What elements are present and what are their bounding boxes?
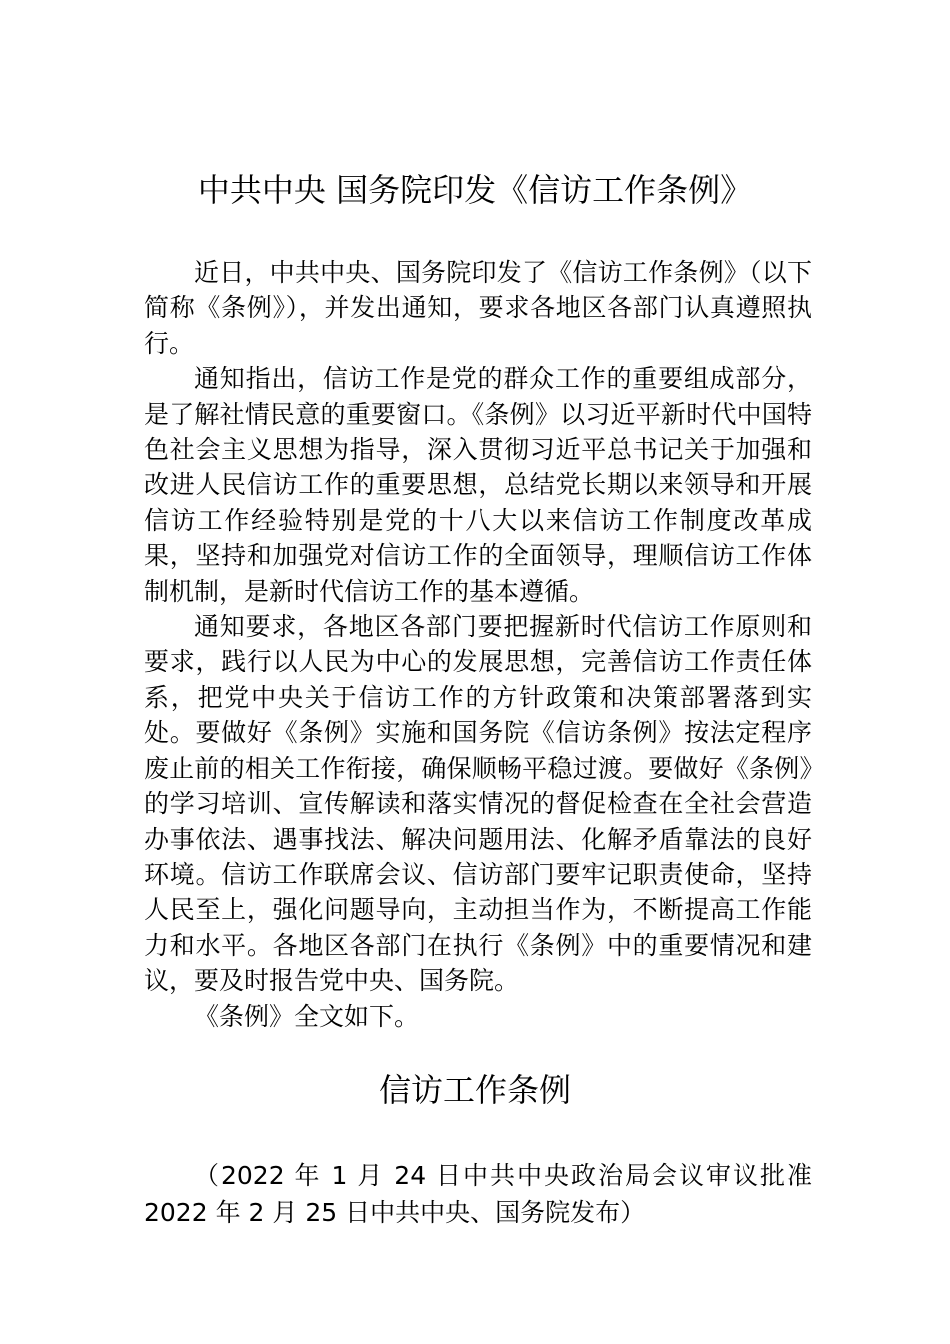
regulation-title: 信访工作条例 <box>378 1071 571 1109</box>
document-body <box>144 255 812 1034</box>
approval-note: （2022 年 1 月 24 日中共中央政治局会议审议批准 2022 年 2 月 25 日中共中央、国务院发布） <box>144 1161 812 1227</box>
paragraph-fulltext-lead: 《条例》全文如下。 <box>194 1001 420 1031</box>
paragraph-notice-points: 通知指出，信访工作是党的群众工作的重要组成部分，是了解社情民意的重要窗口。《条例》以习近平新时代中国特色社会主义思想为指导，深入贯彻习近平总书记关于加强和改进人民信访工作的重要思想，总结党长期以来领导和开展信访工作经验特别是党的十八大以来信访工作制度改革成果，坚持和加强党对信访工作的全面领导，理顺信访工作体制机制，是新时代信访工作的基本遵循。 <box>144 364 812 606</box>
paragraph-notice-requirements: 通知要求，各地区各部门要把握新时代信访工作原则和要求，践行以人民为中心的发展思想，完善信访工作责任体系，把党中央关于信访工作的方针政策和决策部署落到实处。要做好《条例》实施和国务院《信访条例》按法定程序废止前的相关工作衔接，确保顺畅平稳过渡。要做好《条例》的学习培训、宣传解读和落实情况的督促检查在全社会营造办事依法、遇事找法、解决问题用法、化解矛盾靠法的良好环境。信访工作联席会议、信访部门要牢记职责使命，坚持人民至上，强化问题导向，主动担当作为，不断提高工作能力和水平。各地区各部门在执行《条例》中的重要情况和建议，要及时报告党中央、国务院。 <box>144 612 812 996</box>
document-title: 中共中央 国务院印发《信访工作条例》 <box>197 171 753 209</box>
paragraph-intro: 近日，中共中央、国务院印发了《信访工作条例》（以下简称《条例》），并发出通知，要求各地区各部门认真遵照执行。 <box>144 258 812 358</box>
approval-note-block <box>144 1157 812 1231</box>
